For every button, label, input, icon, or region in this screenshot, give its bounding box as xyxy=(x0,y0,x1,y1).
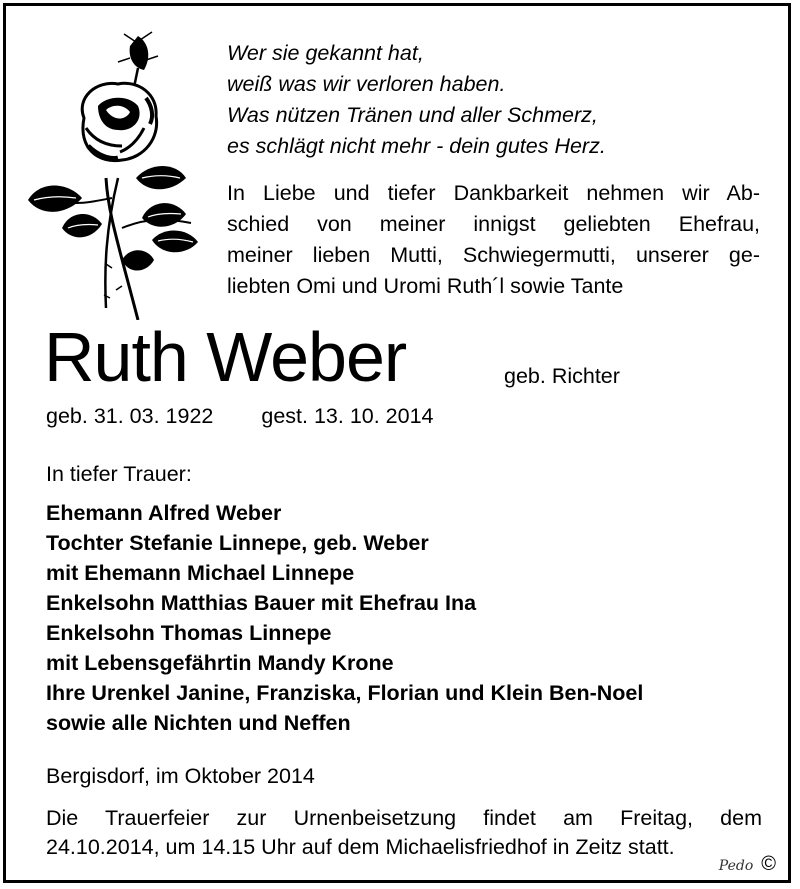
family-member: mit Lebensgefährtin Mandy Krone xyxy=(46,651,394,675)
poem-line: Was nützen Tränen und aller Schmerz, xyxy=(227,103,598,127)
family-member: Enkelsohn Thomas Linnepe xyxy=(46,621,332,645)
deceased-name: Ruth Weber xyxy=(44,318,407,396)
copyright-icon: © xyxy=(761,853,776,875)
signature-script: Pedo xyxy=(718,858,754,874)
poem-line: weiß was wir verloren haben. xyxy=(227,72,506,96)
family-member: Tochter Stefanie Linnepe, geb. Weber xyxy=(46,531,429,555)
family-member: mit Ehemann Michael Linnepe xyxy=(46,561,355,585)
signature xyxy=(719,853,776,876)
birth-name: geb. Richter xyxy=(504,364,620,388)
intro-line: liebten Omi und Uromi Ruth´l sowie Tante xyxy=(227,274,624,298)
mourning-label: In tiefer Trauer: xyxy=(46,462,192,486)
rose-icon xyxy=(26,28,206,320)
intro-paragraph xyxy=(227,178,760,302)
poem-line: es schlägt nicht mehr - dein gutes Herz. xyxy=(227,134,606,158)
intro-line: schied von meiner innigst geliebten Ehefrau, xyxy=(227,212,760,236)
rose-bloom xyxy=(82,83,156,160)
poem xyxy=(227,38,606,162)
place-date: Bergisdorf, im Oktober 2014 xyxy=(46,764,315,788)
funeral-line: Die Trauerfeier zur Urnenbeisetzung findet am Freitag, dem xyxy=(46,806,762,830)
life-dates xyxy=(46,404,434,429)
poem-line: Wer sie gekannt hat, xyxy=(227,41,424,65)
death-date: gest. 13. 10. 2014 xyxy=(261,404,434,428)
intro-line: meiner lieben Mutti, Schwiegermutti, unserer ge- xyxy=(227,243,760,267)
funeral-notice xyxy=(46,804,762,862)
family-member: sowie alle Nichten und Neffen xyxy=(46,711,351,735)
family-list xyxy=(46,498,643,738)
family-member: Enkelsohn Matthias Bauer mit Ehefrau Ina xyxy=(46,591,477,615)
birth-date: geb. 31. 03. 1922 xyxy=(46,404,214,428)
family-member: Ehemann Alfred Weber xyxy=(46,501,282,525)
obituary-frame xyxy=(3,3,791,883)
funeral-line: 24.10.2014, um 14.15 Uhr auf dem Michaelisfriedhof in Zeitz statt. xyxy=(46,835,675,859)
family-member: Ihre Urenkel Janine, Franziska, Florian und Klein Ben-Noel xyxy=(46,681,644,705)
intro-line: In Liebe und tiefer Dankbarkeit nehmen wir Ab- xyxy=(227,181,760,205)
